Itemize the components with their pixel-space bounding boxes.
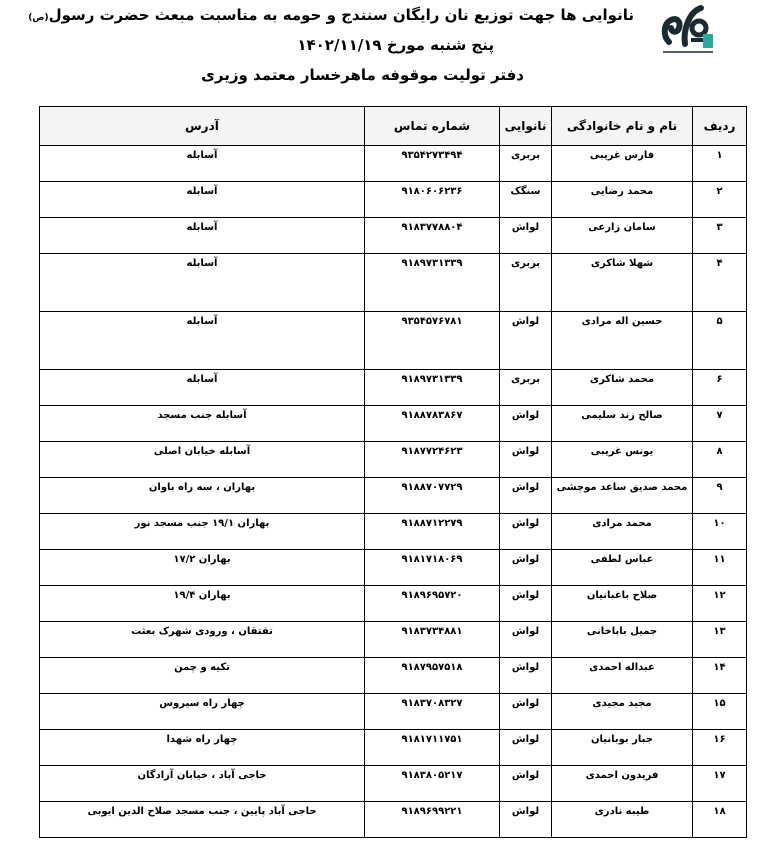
cell-phone: ۹۱۸۱۷۱۸۰۶۹ xyxy=(365,550,500,586)
cell-index: ۴ xyxy=(693,254,747,312)
cell-index: ۱۵ xyxy=(693,694,747,730)
table-row xyxy=(40,766,747,802)
table-row xyxy=(40,622,747,658)
document-office: دفتر تولیت موقوفه ماهرخسار معتمد وزیری xyxy=(201,66,524,84)
cell-address: بهاران ، سه راه باوان xyxy=(40,478,365,514)
cell-index: ۹ xyxy=(693,478,747,514)
document-date: پنج شنبه مورخ ۱۴۰۲/۱۱/۱۹ xyxy=(297,36,494,54)
col-header-bakery: نانوایی xyxy=(500,107,552,146)
cell-bakery: لواش xyxy=(500,622,552,658)
cell-bakery: لواش xyxy=(500,586,552,622)
cell-name: فریدون احمدی xyxy=(552,766,693,802)
cell-index: ۱۷ xyxy=(693,766,747,802)
cell-bakery: لواش xyxy=(500,478,552,514)
logo xyxy=(651,0,721,58)
cell-index: ۱۶ xyxy=(693,730,747,766)
table-row xyxy=(40,254,747,312)
cell-name: عبداله احمدی xyxy=(552,658,693,694)
table-row xyxy=(40,218,747,254)
cell-bakery: بربری xyxy=(500,146,552,182)
cell-address: بهاران ۱۹/۴ xyxy=(40,586,365,622)
cell-phone: ۹۱۸۹۶۹۵۷۲۰ xyxy=(365,586,500,622)
cell-phone: ۹۱۸۷۹۵۷۵۱۸ xyxy=(365,658,500,694)
cell-bakery: لواش xyxy=(500,694,552,730)
title-main: نانوایی ها جهت توزیع نان رایگان سنندج و حومه به مناسبت مبعث حضرت رسول xyxy=(48,6,634,24)
table-row xyxy=(40,442,747,478)
cell-address: تکیه و چمن xyxy=(40,658,365,694)
cell-index: ۸ xyxy=(693,442,747,478)
cell-address: بهاران ۱۷/۲ xyxy=(40,550,365,586)
table-row xyxy=(40,550,747,586)
cell-phone: ۹۱۸۱۷۱۱۷۵۱ xyxy=(365,730,500,766)
cell-phone: ۹۱۸۳۷۰۸۳۲۷ xyxy=(365,694,500,730)
cell-index: ۳ xyxy=(693,218,747,254)
cell-bakery: لواش xyxy=(500,766,552,802)
col-header-address: آدرس xyxy=(40,107,365,146)
col-header-phone: شماره تماس xyxy=(365,107,500,146)
col-header-name: نام و نام خانوادگی xyxy=(552,107,693,146)
cell-index: ۷ xyxy=(693,406,747,442)
cell-bakery: لواش xyxy=(500,802,552,838)
cell-name: سامان زارعی xyxy=(552,218,693,254)
cell-phone: ۹۱۸۸۷۸۳۸۶۷ xyxy=(365,406,500,442)
table-row xyxy=(40,182,747,218)
document-title xyxy=(28,6,634,24)
cell-address: آسابله xyxy=(40,146,365,182)
cell-phone: ۹۱۸۹۷۳۱۳۳۹ xyxy=(365,370,500,406)
cell-index: ۱ xyxy=(693,146,747,182)
table-row xyxy=(40,478,747,514)
cell-bakery: لواش xyxy=(500,514,552,550)
cell-name: صالح زند سلیمی xyxy=(552,406,693,442)
cell-phone: ۹۱۸۸۷۱۲۲۷۹ xyxy=(365,514,500,550)
cell-index: ۱۲ xyxy=(693,586,747,622)
cell-name: شهلا شاکری xyxy=(552,254,693,312)
cell-phone: ۹۱۸۷۷۲۴۶۲۳ xyxy=(365,442,500,478)
cell-index: ۱۳ xyxy=(693,622,747,658)
cell-index: ۵ xyxy=(693,312,747,370)
cell-phone: ۹۱۸۰۶۰۶۲۳۶ xyxy=(365,182,500,218)
cell-name: یونس غریبی xyxy=(552,442,693,478)
table-row xyxy=(40,514,747,550)
cell-address: آسابله xyxy=(40,254,365,312)
table-row xyxy=(40,146,747,182)
cell-phone: ۹۳۵۴۵۷۶۷۸۱ xyxy=(365,312,500,370)
cell-phone: ۹۱۸۹۷۳۱۳۳۹ xyxy=(365,254,500,312)
table-row xyxy=(40,586,747,622)
cell-address: آسابله xyxy=(40,370,365,406)
cell-address: آسابله خیابان اصلی xyxy=(40,442,365,478)
table-row xyxy=(40,658,747,694)
cell-bakery: لواش xyxy=(500,550,552,586)
cell-name: صلاح باغبانیان xyxy=(552,586,693,622)
cell-bakery: لواش xyxy=(500,218,552,254)
table-row xyxy=(40,370,747,406)
table-row xyxy=(40,802,747,838)
bakery-table xyxy=(39,106,747,838)
cell-address: آسابله xyxy=(40,182,365,218)
cell-name: فارس غریبی xyxy=(552,146,693,182)
cell-phone: ۹۱۸۹۶۹۹۲۲۱ xyxy=(365,802,500,838)
table-row xyxy=(40,694,747,730)
cell-bakery: لواش xyxy=(500,658,552,694)
cell-bakery: لواش xyxy=(500,406,552,442)
cell-phone: ۹۳۵۴۲۷۳۴۹۴ xyxy=(365,146,500,182)
cell-index: ۱۸ xyxy=(693,802,747,838)
cell-address: تقتقان ، ورودی شهرک بعثت xyxy=(40,622,365,658)
table-header-row xyxy=(40,107,747,146)
cell-phone: ۹۱۸۸۷۰۷۷۲۹ xyxy=(365,478,500,514)
cell-phone: ۹۱۸۳۷۷۸۸۰۴ xyxy=(365,218,500,254)
cell-index: ۱۴ xyxy=(693,658,747,694)
cell-bakery: سنگک xyxy=(500,182,552,218)
table-row xyxy=(40,730,747,766)
cell-address: چهار راه شهدا xyxy=(40,730,365,766)
cell-bakery: بربری xyxy=(500,370,552,406)
cell-name: جمیل باباخانی xyxy=(552,622,693,658)
cell-index: ۲ xyxy=(693,182,747,218)
title-suffix: (ص) xyxy=(28,13,49,23)
cell-name: حسین اله مرادی xyxy=(552,312,693,370)
table-row xyxy=(40,312,747,370)
cell-address: آسابله xyxy=(40,218,365,254)
cell-address: چهار راه سیروس xyxy=(40,694,365,730)
cell-index: ۱۱ xyxy=(693,550,747,586)
cell-name: محمد رضایی xyxy=(552,182,693,218)
cell-index: ۱۰ xyxy=(693,514,747,550)
col-header-index: ردیف xyxy=(693,107,747,146)
cell-address: آسابله xyxy=(40,312,365,370)
cell-bakery: لواش xyxy=(500,442,552,478)
cell-name: جبار بوبانیان xyxy=(552,730,693,766)
cell-name: محمد شاکری xyxy=(552,370,693,406)
cell-name: طیبه نادری xyxy=(552,802,693,838)
cell-phone: ۹۱۸۳۸۰۵۲۱۷ xyxy=(365,766,500,802)
cell-bakery: لواش xyxy=(500,730,552,766)
cell-name: عباس لطفی xyxy=(552,550,693,586)
table-row xyxy=(40,406,747,442)
cell-name: محمد صدیق ساعد موچشی xyxy=(552,478,693,514)
cell-name: مجید مجیدی xyxy=(552,694,693,730)
cell-phone: ۹۱۸۳۷۳۴۸۸۱ xyxy=(365,622,500,658)
cell-bakery: لواش xyxy=(500,312,552,370)
cell-address: حاجی آباد پایین ، جنب مسجد صلاح الدین ایوبی xyxy=(40,802,365,838)
cell-bakery: بربری xyxy=(500,254,552,312)
cell-address: بهاران ۱۹/۱ جنب مسجد نور xyxy=(40,514,365,550)
cell-address: آسابله جنب مسجد xyxy=(40,406,365,442)
cell-index: ۶ xyxy=(693,370,747,406)
cell-address: حاجی آباد ، خیابان آزادگان xyxy=(40,766,365,802)
cell-name: محمد مرادی xyxy=(552,514,693,550)
